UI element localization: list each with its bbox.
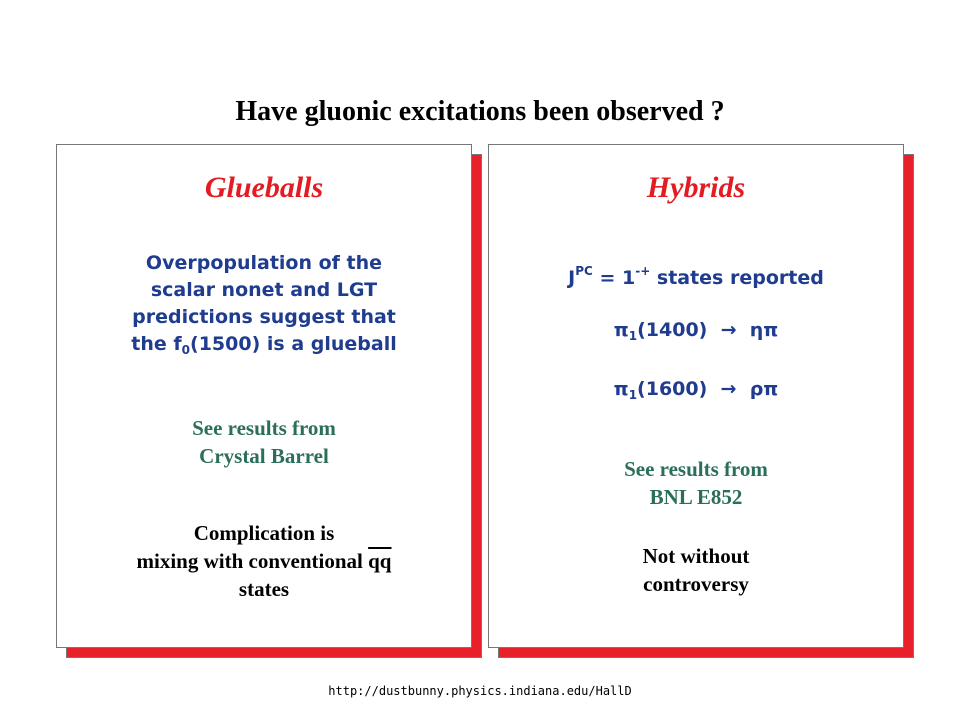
glueballs-heading: Glueballs [204, 171, 324, 204]
overpop-line-2: scalar nonet and LGT [150, 279, 378, 301]
qq-bar: $\overline{qq}$ [368, 549, 392, 573]
overpop-line-3: predictions suggest that [132, 306, 396, 328]
hybrids-controversy: Not without controversy [642, 544, 750, 596]
footer-url: http://dustbunny.physics.indiana.edu/HallD [328, 684, 632, 698]
slide-title: Have gluonic excitations been observed ? [235, 96, 725, 127]
overpop-line-4: the $f_0(1500)$ is a glueball [131, 333, 397, 357]
decay-pi1-1400: $\pi_1(1400) \to \eta\pi$ [613, 319, 779, 343]
glueballs-complication: Complication is mixing with conventional $\overline{qq}$ states [136, 521, 392, 601]
decay-pi1-1600: $\pi_1(1600) \to \rho\pi$ [613, 378, 779, 402]
hybrids-see-results: See results from BNL E852 [624, 457, 768, 509]
overpop-line-1: Overpopulation of the [145, 252, 383, 274]
glueballs-panel [56, 144, 472, 648]
hybrids-heading: Hybrids [646, 171, 746, 204]
jpc-line: $J^{PC} = 1^{-+}$ states reported [568, 264, 824, 289]
glueballs-overpopulation-text [57, 250, 471, 364]
hybrids-panel [488, 144, 904, 648]
glueballs-see-results: See results from Crystal Barrel [192, 416, 336, 468]
